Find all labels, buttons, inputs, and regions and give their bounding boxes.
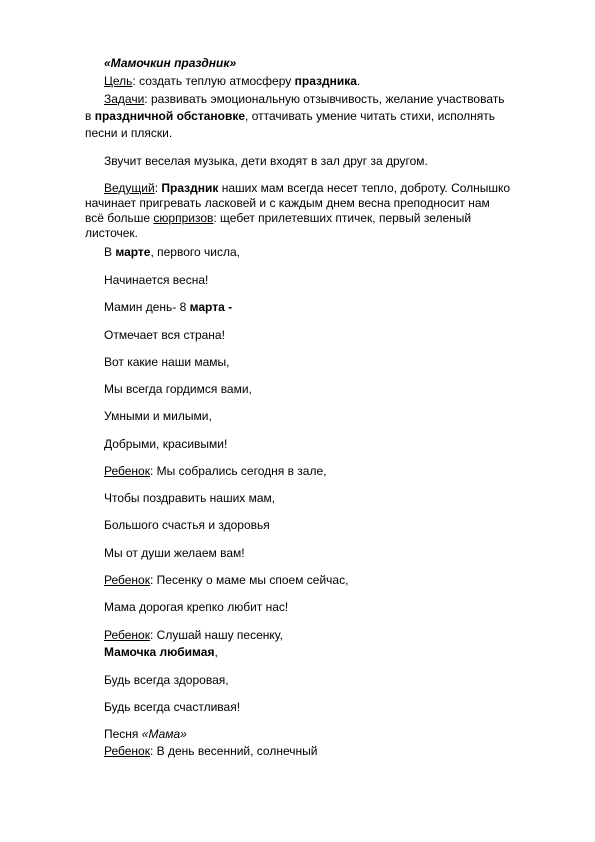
song-line <box>104 727 187 742</box>
tasks-line-3 <box>85 126 172 141</box>
poem-line-6 <box>104 382 252 397</box>
poem-1-pre: В <box>104 245 116 259</box>
child2-line-2 <box>104 600 288 615</box>
goal-text: : создать теплую атмосферу <box>132 74 295 88</box>
child2-line-1 <box>104 573 348 588</box>
child1-text-3: Большого счастья и здоровья <box>104 518 270 532</box>
intro-line <box>104 154 428 169</box>
poem-line-8 <box>104 437 227 452</box>
child4-line-1 <box>104 744 317 759</box>
tasks-line-2 <box>85 109 495 124</box>
poem-5-text: Вот какие наши мамы, <box>104 355 230 369</box>
tasks-text-3: песни и пляски. <box>85 126 173 140</box>
tasks-text-1: : развивать эмоциональную отзывчивость, желание участвовать <box>144 92 505 106</box>
intro-text: Звучит веселая музыка, дети входят в зал друг за другом. <box>104 154 428 168</box>
tasks-line-1 <box>104 92 505 107</box>
poem-3-pre: Мамин день- 8 <box>104 300 190 314</box>
poem-line-1 <box>104 245 240 260</box>
child2-text-1: : Песенку о маме мы споем сейчас, <box>149 573 349 587</box>
tasks-text-2-pre: в <box>85 109 95 123</box>
child3-line-4 <box>104 700 240 715</box>
poem-line-5 <box>104 355 230 370</box>
child1-line-4 <box>104 546 245 561</box>
child3-text-3: Будь всегда здоровая, <box>104 673 229 687</box>
tasks-text-2-post: , оттачивать умение читать стихи, исполнять <box>245 109 496 123</box>
host-bold: Праздник <box>161 181 219 195</box>
goal-line <box>104 74 360 89</box>
host-text-3-underlined: сюрпризов <box>153 211 214 225</box>
goal-label: Цель <box>104 74 133 88</box>
child3-line-2 <box>104 645 218 660</box>
tasks-label: Задачи <box>104 92 145 106</box>
child3-text-1: : Слушай нашу песенку, <box>149 628 283 642</box>
goal-end: . <box>356 74 361 88</box>
child1-text-4: Мы от души желаем вам! <box>104 546 245 560</box>
poem-1-post: , первого числа, <box>150 245 240 259</box>
host-colon: : <box>154 181 162 195</box>
child3-line-3 <box>104 673 229 688</box>
child3-line-1 <box>104 628 283 643</box>
host-line-2 <box>85 196 490 211</box>
poem-line-7 <box>104 409 212 424</box>
child-label: Ребенок <box>104 573 150 587</box>
tasks-text-2-bold: праздничной обстановке <box>94 109 246 123</box>
host-text-3-pre: всё больше <box>85 211 154 225</box>
child1-text-2: Чтобы поздравить наших мам, <box>104 491 276 505</box>
poem-line-2 <box>104 273 208 288</box>
poem-3-bold: марта - <box>189 300 233 314</box>
title-text: «Мамочкин праздник» <box>104 56 237 70</box>
poem-1-bold: марте <box>115 245 151 259</box>
child-label: Ребенок <box>104 744 150 758</box>
poem-4-text: Отмечает вся страна! <box>104 328 225 342</box>
document-title <box>104 56 236 71</box>
host-label: Ведущий <box>104 181 155 195</box>
poem-7-text: Умными и милыми, <box>104 409 212 423</box>
child4-text-1: : В день весенний, солнечный <box>149 744 318 758</box>
goal-bold: праздника <box>294 74 357 88</box>
poem-line-4 <box>104 328 225 343</box>
child3-text-4: Будь всегда счастливая! <box>104 700 241 714</box>
poem-line-3 <box>104 300 232 315</box>
poem-8-text: Добрыми, красивыми! <box>104 437 228 451</box>
host-text-2: начинает пригревать ласковей и с каждым днем весна преподносит нам <box>85 196 490 210</box>
child1-line-1 <box>104 464 326 479</box>
poem-2-text: Начинается весна! <box>104 273 209 287</box>
song-title: «Мама» <box>141 727 187 741</box>
child1-line-2 <box>104 491 275 506</box>
host-text-1: наших мам всегда несет тепло, доброту. Солнышко <box>218 181 511 195</box>
poem-6-text: Мы всегда гордимся вами, <box>104 382 252 396</box>
host-line-4 <box>85 226 138 241</box>
child1-line-3 <box>104 518 270 533</box>
host-line-3 <box>85 211 471 226</box>
song-pre: Песня <box>104 727 142 741</box>
host-text-4: листочек. <box>85 226 138 240</box>
host-text-3-post: : щебет прилетевших птичек, первый зеленый <box>213 211 472 225</box>
host-line-1 <box>104 181 510 196</box>
child3-text-2-bold: Мамочка любимая <box>104 645 215 659</box>
child3-text-2-post: , <box>214 645 218 659</box>
child2-text-2: Мама дорогая крепко любит нас! <box>104 600 289 614</box>
child1-text-1: : Мы собрались сегодня в зале, <box>149 464 327 478</box>
child-label: Ребенок <box>104 628 150 642</box>
child-label: Ребенок <box>104 464 150 478</box>
